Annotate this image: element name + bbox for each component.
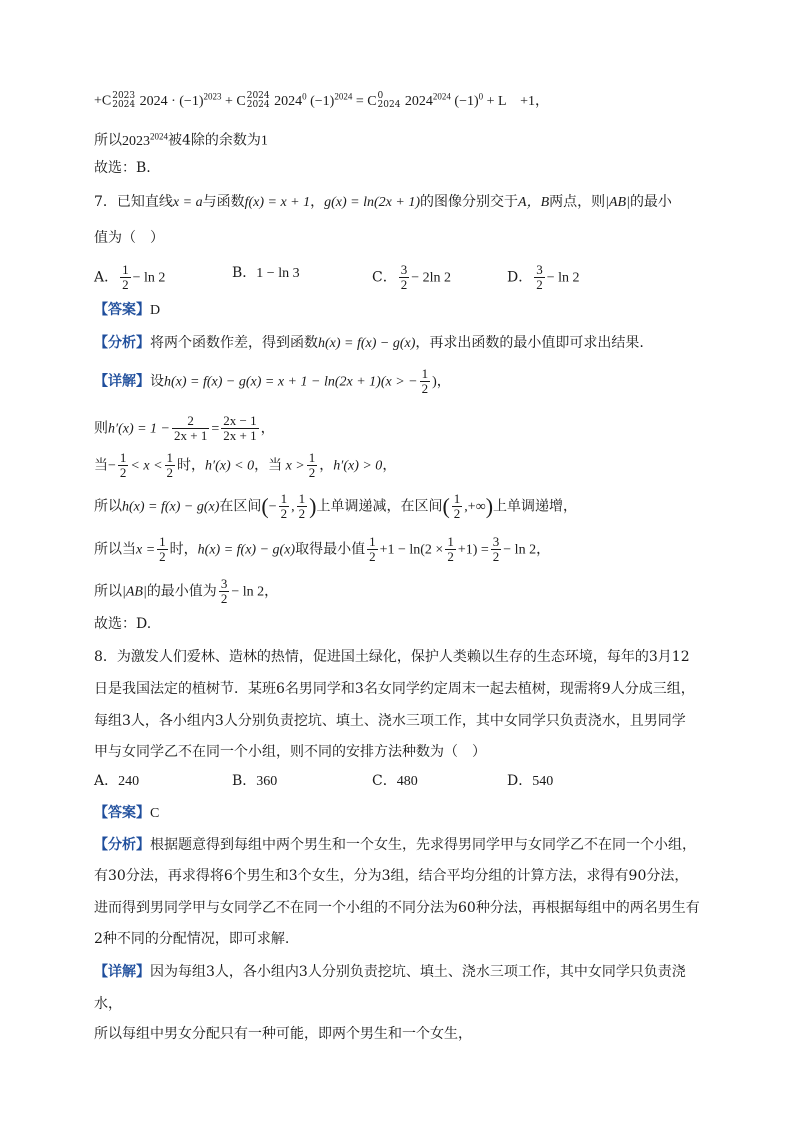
question-7-options bbox=[94, 262, 694, 292]
detail-7-line1: 【详解】设h(x) = f(x) − g(x) = x + 1 − ln(2x + 1)(x > − $\frac{1}{2}$ )， bbox=[94, 366, 451, 396]
analysis-8-line3: 进而得到男同学甲与女同学乙不在同一个小组的不同分法为60种分法，再根据每组中的两名男生有 bbox=[94, 900, 700, 916]
question-8-line2: 日是我国法定的植树节．某班6名男同学和3名女同学约定周末一起去植树，现需将9人分成三组， bbox=[94, 681, 695, 697]
option-8a: A．240 bbox=[94, 773, 140, 789]
detail-7-conclusion: 所以|AB|的最小值为 $\frac{3}{2}$ − ln 2， bbox=[94, 576, 279, 606]
question-8-line4: 甲与女同学乙不在同一个小组，则不同的安排方法种数为（ ） bbox=[94, 744, 486, 760]
option-8d: D．540 bbox=[507, 773, 554, 789]
question-7-stem-cont: 值为（ ） bbox=[94, 230, 164, 246]
analysis-8-line1: 【分析】根据题意得到每组中两个男生和一个女生，先求得男同学甲与女同学乙不在同一个小组， bbox=[94, 837, 696, 853]
analysis-8-line4: 2种不同的分配情况，即可求解. bbox=[94, 931, 290, 947]
detail-7-sign: 当− $\frac{1}{2}$ < x < $\frac{1}{2}$ 时，h′(x) < 0，当 x > $\frac{1}{2}$ ，h′(x) > 0， bbox=[94, 450, 397, 480]
answer-7: 【答案】D bbox=[94, 302, 161, 318]
option-7c: C． $\frac{3}{2}$ − 2ln 2 bbox=[372, 262, 452, 292]
analysis-8-line2: 有30分法，再求得将6个男生和3个女生，分为3组，结合平均分组的计算方法，求得有90分法， bbox=[94, 868, 689, 884]
detail-7-minimum: 所以当x = $\frac{1}{2}$ 时，h(x) = f(x) − g(x)取得最小值 $\frac{1}{2}$ +1 − ln(2 × $\frac{1}{2}$ +1) = $\frac{3}{2}$ − ln 2， bbox=[94, 534, 551, 564]
detail-7-derivative: 则h′(x) = 1 − $\frac{2}{2x + 1}$ = $\frac{2x - 1}{2x + 1}$ ， bbox=[94, 413, 275, 443]
answer-8: 【答案】C bbox=[94, 805, 160, 821]
answer-select-b: 故选：B. bbox=[94, 160, 151, 176]
remainder-line: 所以$2023^{2024}$被4除的余数为1 bbox=[94, 131, 268, 149]
option-8c: C．480 bbox=[372, 773, 418, 789]
question-7-stem: 7．已知直线x = a与函数f(x) = x + 1，g(x) = ln(2x + 1)的图像分别交于A，B两点，则|AB|的最小 bbox=[94, 194, 672, 210]
binomial-expansion-line: +C 2023 2024 $2024 \cdot (-1)^{2023} + C$ 2024 2024 2024$^0$ $(-1)^{2024} = C$ 0 2024 $2024^{2024}$ $(-1)^0 + L$ +1， bbox=[94, 90, 549, 110]
detail-7-monotonic: 所以h(x) = f(x) − g(x)在区间(− $\frac{1}{2}$ , $\frac{1}{2}$ )上单调递减，在区间( $\frac{1}{2}$ ,+∞)上单调递增， bbox=[94, 491, 578, 521]
detail-8-line3: 所以每组中男女分配只有一种可能，即两个男生和一个女生， bbox=[94, 1026, 472, 1042]
question-8-options bbox=[94, 771, 694, 791]
detail-8-line2: 水， bbox=[94, 996, 122, 1012]
option-8b: B．360 bbox=[232, 773, 278, 789]
option-7d: D． $\frac{3}{2}$ − ln 2 bbox=[507, 262, 580, 292]
question-8-line1: 8．为激发人们爱林、造林的热情，促进国土绿化，保护人类赖以生存的生态环境，每年的3月12 bbox=[94, 649, 690, 665]
analysis-7: 【分析】将两个函数作差，得到函数h(x) = f(x) − g(x)，再求出函数的最小值即可求出结果. bbox=[94, 335, 644, 351]
option-7a: A． $\frac{1}{2}$ − ln 2 bbox=[94, 262, 166, 292]
answer-select-d: 故选：D. bbox=[94, 616, 152, 632]
question-8-line3: 每组3人，各小组内3人分别负责挖坑、填土、浇水三项工作，其中女同学只负责浇水，且男同学 bbox=[94, 713, 686, 729]
option-7b: B．1 − ln 3 bbox=[232, 265, 300, 281]
detail-8-line1: 【详解】因为每组3人，各小组内3人分别负责挖坑、填土、浇水三项工作，其中女同学只负责浇 bbox=[94, 964, 686, 980]
